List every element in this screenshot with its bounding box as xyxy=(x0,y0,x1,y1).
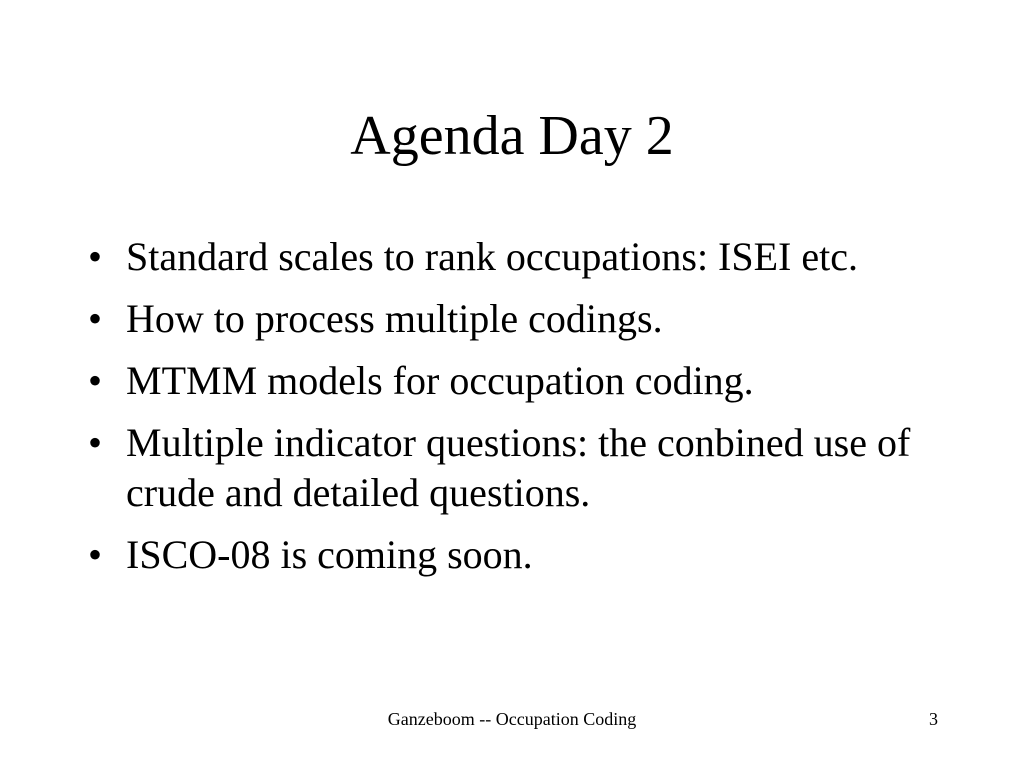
bullet-text: Standard scales to rank occupations: ISEI etc. xyxy=(126,234,858,279)
list-item xyxy=(86,294,926,344)
list-item xyxy=(86,232,926,282)
bullet-icon: • xyxy=(88,234,103,279)
bullet-text: How to process multiple codings. xyxy=(126,296,663,341)
bullet-icon: • xyxy=(88,532,103,577)
slide-title: Agenda Day 2 xyxy=(350,105,674,167)
bullet-list xyxy=(86,232,926,592)
list-item xyxy=(86,356,926,406)
bullet-icon: • xyxy=(88,358,103,403)
bullet-text: MTMM models for occupation coding. xyxy=(126,358,754,403)
slide-footer: Ganzeboom -- Occupation Coding xyxy=(387,709,637,729)
page-number: 3 xyxy=(929,709,938,729)
bullet-icon: • xyxy=(88,296,103,341)
bullet-icon: • xyxy=(88,420,103,465)
list-item xyxy=(86,530,926,580)
bullet-text: Multiple indicator questions: the conbined use of crude and detailed questions. xyxy=(126,420,911,515)
list-item xyxy=(86,418,926,518)
bullet-text: ISCO-08 is coming soon. xyxy=(126,532,533,577)
